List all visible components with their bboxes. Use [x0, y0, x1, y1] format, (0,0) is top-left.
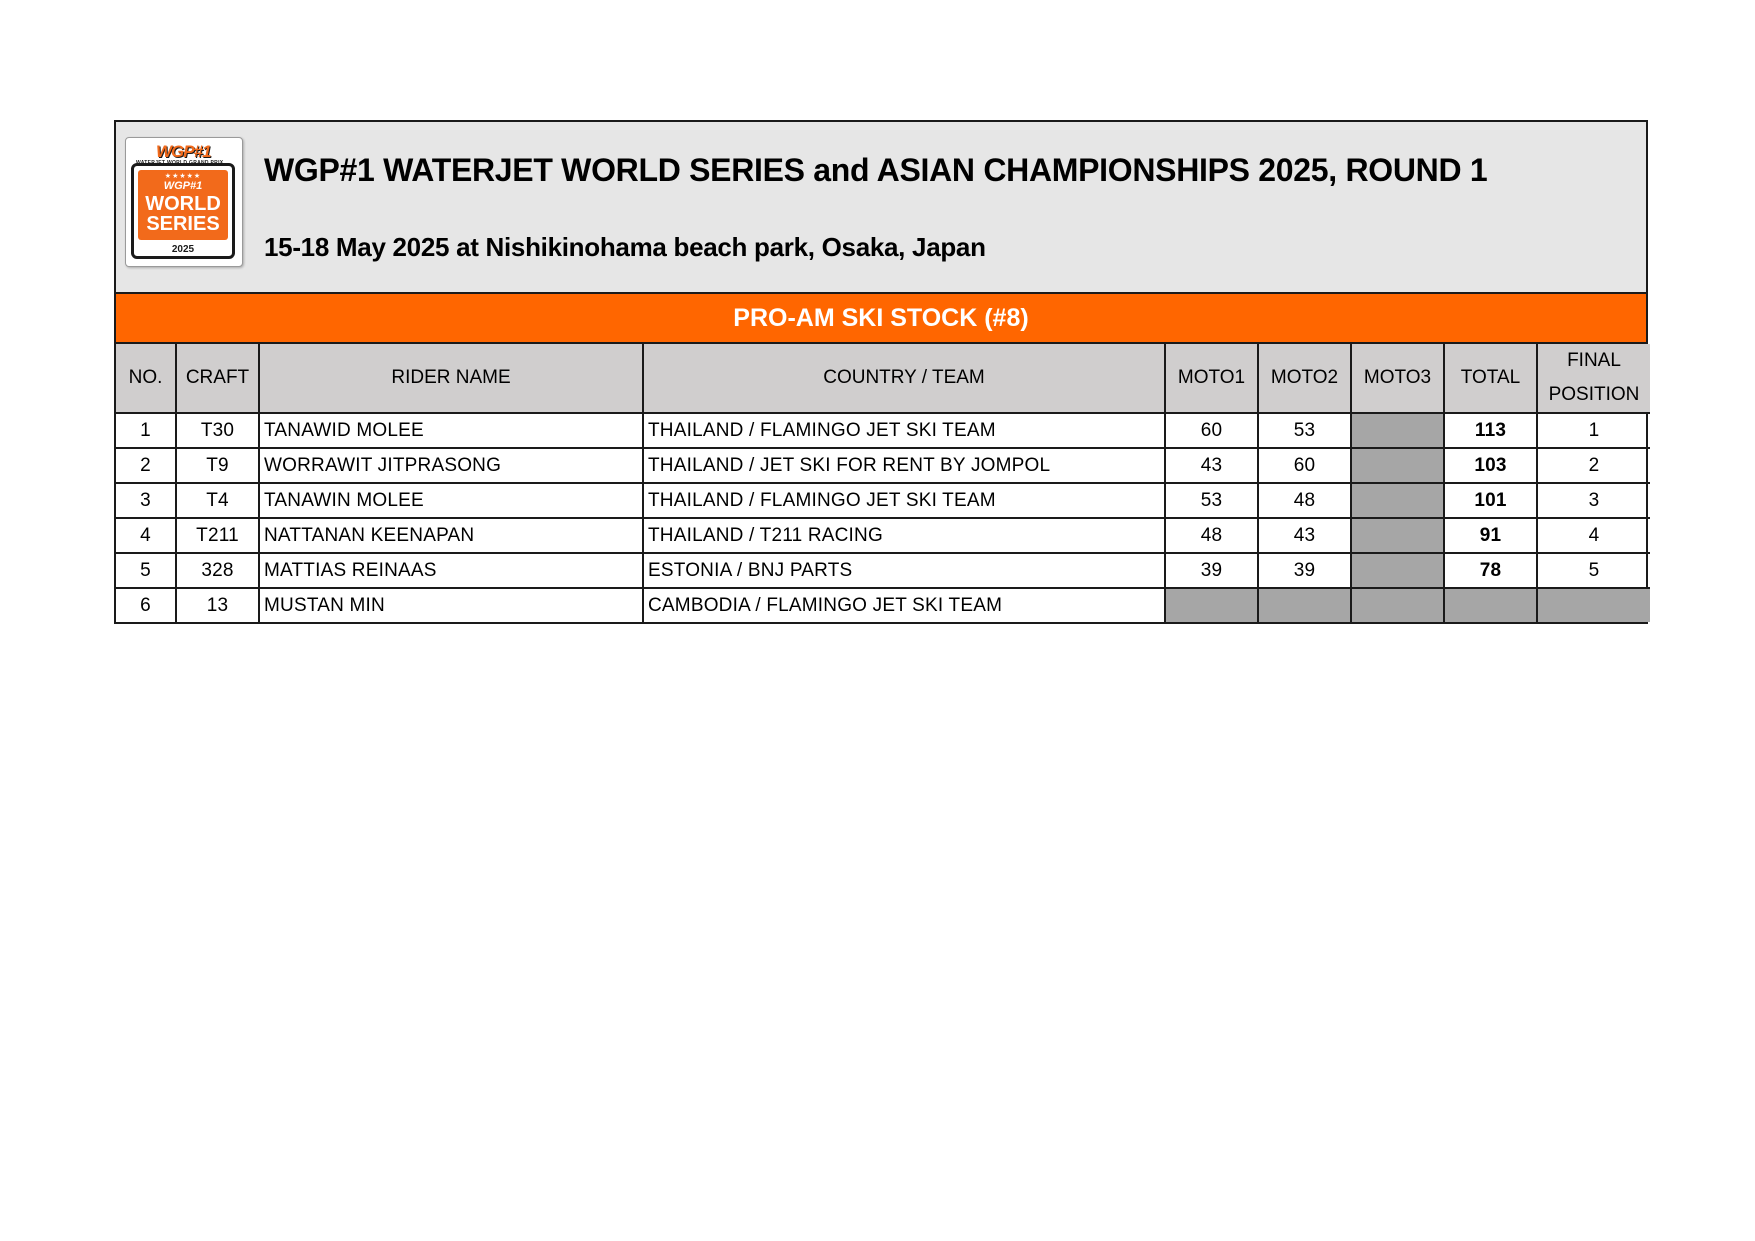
cell-craft: 328	[176, 553, 259, 588]
cell-moto2: 48	[1258, 483, 1351, 518]
logo-mini-text: WGP#1	[163, 180, 203, 192]
logo-orange-panel	[138, 170, 228, 240]
cell-moto1: 48	[1165, 518, 1258, 553]
cell-moto3	[1351, 553, 1444, 588]
cell-country: ESTONIA / BNJ PARTS	[643, 553, 1165, 588]
logo-year: 2025	[171, 244, 195, 255]
cell-final: 5	[1537, 553, 1650, 588]
cell-no: 6	[116, 588, 176, 622]
col-header-moto1: MOTO1	[1165, 344, 1258, 413]
cell-final: 1	[1537, 413, 1650, 448]
cell-total: 78	[1444, 553, 1537, 588]
cell-total	[1444, 588, 1537, 622]
cell-no: 5	[116, 553, 176, 588]
cell-moto2: 60	[1258, 448, 1351, 483]
cell-craft: T4	[176, 483, 259, 518]
col-header-final-line2: POSITION	[1548, 384, 1640, 405]
cell-final: 2	[1537, 448, 1650, 483]
cell-final	[1537, 588, 1650, 622]
cell-country: THAILAND / T211 RACING	[643, 518, 1165, 553]
event-subtitle: 15-18 May 2025 at Nishikinohama beach park, Osaka, Japan	[264, 232, 986, 262]
cell-moto1: 43	[1165, 448, 1258, 483]
col-header-total: TOTAL	[1444, 344, 1537, 413]
cell-final: 4	[1537, 518, 1650, 553]
cell-craft: T211	[176, 518, 259, 553]
cell-moto1: 53	[1165, 483, 1258, 518]
cell-rider: TANAWIN MOLEE	[259, 483, 643, 518]
cell-moto3	[1351, 413, 1444, 448]
cell-moto1: 60	[1165, 413, 1258, 448]
col-header-country: COUNTRY / TEAM	[643, 344, 1165, 413]
cell-moto3	[1351, 483, 1444, 518]
event-title: WGP#1 WATERJET WORLD SERIES and ASIAN CHAMPIONSHIPS 2025, ROUND 1	[264, 152, 1488, 188]
cell-moto3	[1351, 518, 1444, 553]
cell-craft: 13	[176, 588, 259, 622]
category-banner: PRO-AM SKI STOCK (#8)	[116, 294, 1646, 344]
cell-total: 113	[1444, 413, 1537, 448]
table-row	[116, 518, 1650, 553]
cell-total: 91	[1444, 518, 1537, 553]
table-row	[116, 413, 1650, 448]
col-header-craft: CRAFT	[176, 344, 259, 413]
cell-moto2: 53	[1258, 413, 1351, 448]
logo-top-text: WGP#1	[156, 142, 211, 161]
cell-country: THAILAND / JET SKI FOR RENT BY JOMPOL	[643, 448, 1165, 483]
cell-craft: T9	[176, 448, 259, 483]
logo-line1: WORLD	[145, 193, 221, 215]
cell-country: CAMBODIA / FLAMINGO JET SKI TEAM	[643, 588, 1165, 622]
cell-rider: NATTANAN KEENAPAN	[259, 518, 643, 553]
cell-moto2: 39	[1258, 553, 1351, 588]
col-header-final-position	[1537, 344, 1650, 413]
logo-line2: SERIES	[146, 213, 220, 235]
cell-total: 101	[1444, 483, 1537, 518]
cell-craft: T30	[176, 413, 259, 448]
logo-stars: ★★★★★	[164, 173, 202, 180]
col-header-moto2: MOTO2	[1258, 344, 1351, 413]
cell-no: 4	[116, 518, 176, 553]
cell-total: 103	[1444, 448, 1537, 483]
event-header	[116, 122, 1646, 294]
cell-country: THAILAND / FLAMINGO JET SKI TEAM	[643, 483, 1165, 518]
col-header-rider: RIDER NAME	[259, 344, 643, 413]
cell-final: 3	[1537, 483, 1650, 518]
col-header-no: NO.	[116, 344, 176, 413]
table-row	[116, 448, 1650, 483]
header-row	[116, 344, 1650, 413]
results-table	[116, 344, 1650, 622]
cell-moto3	[1351, 448, 1444, 483]
cell-no: 1	[116, 413, 176, 448]
results-sheet	[114, 120, 1648, 624]
cell-no: 3	[116, 483, 176, 518]
col-header-final-line1: FINAL	[1567, 350, 1621, 371]
table-row	[116, 553, 1650, 588]
cell-country: THAILAND / FLAMINGO JET SKI TEAM	[643, 413, 1165, 448]
col-header-moto3: MOTO3	[1351, 344, 1444, 413]
cell-moto2: 43	[1258, 518, 1351, 553]
cell-rider: MUSTAN MIN	[259, 588, 643, 622]
logo-world-text	[138, 194, 228, 234]
table-row	[116, 483, 1650, 518]
cell-moto1	[1165, 588, 1258, 622]
cell-rider: MATTIAS REINAAS	[259, 553, 643, 588]
cell-moto3	[1351, 588, 1444, 622]
cell-moto2	[1258, 588, 1351, 622]
cell-moto1: 39	[1165, 553, 1258, 588]
cell-no: 2	[116, 448, 176, 483]
cell-rider: WORRAWIT JITPRASONG	[259, 448, 643, 483]
wgp-world-series-logo	[125, 137, 243, 267]
logo-badge	[131, 163, 235, 259]
cell-rider: TANAWID MOLEE	[259, 413, 643, 448]
table-row	[116, 588, 1650, 622]
